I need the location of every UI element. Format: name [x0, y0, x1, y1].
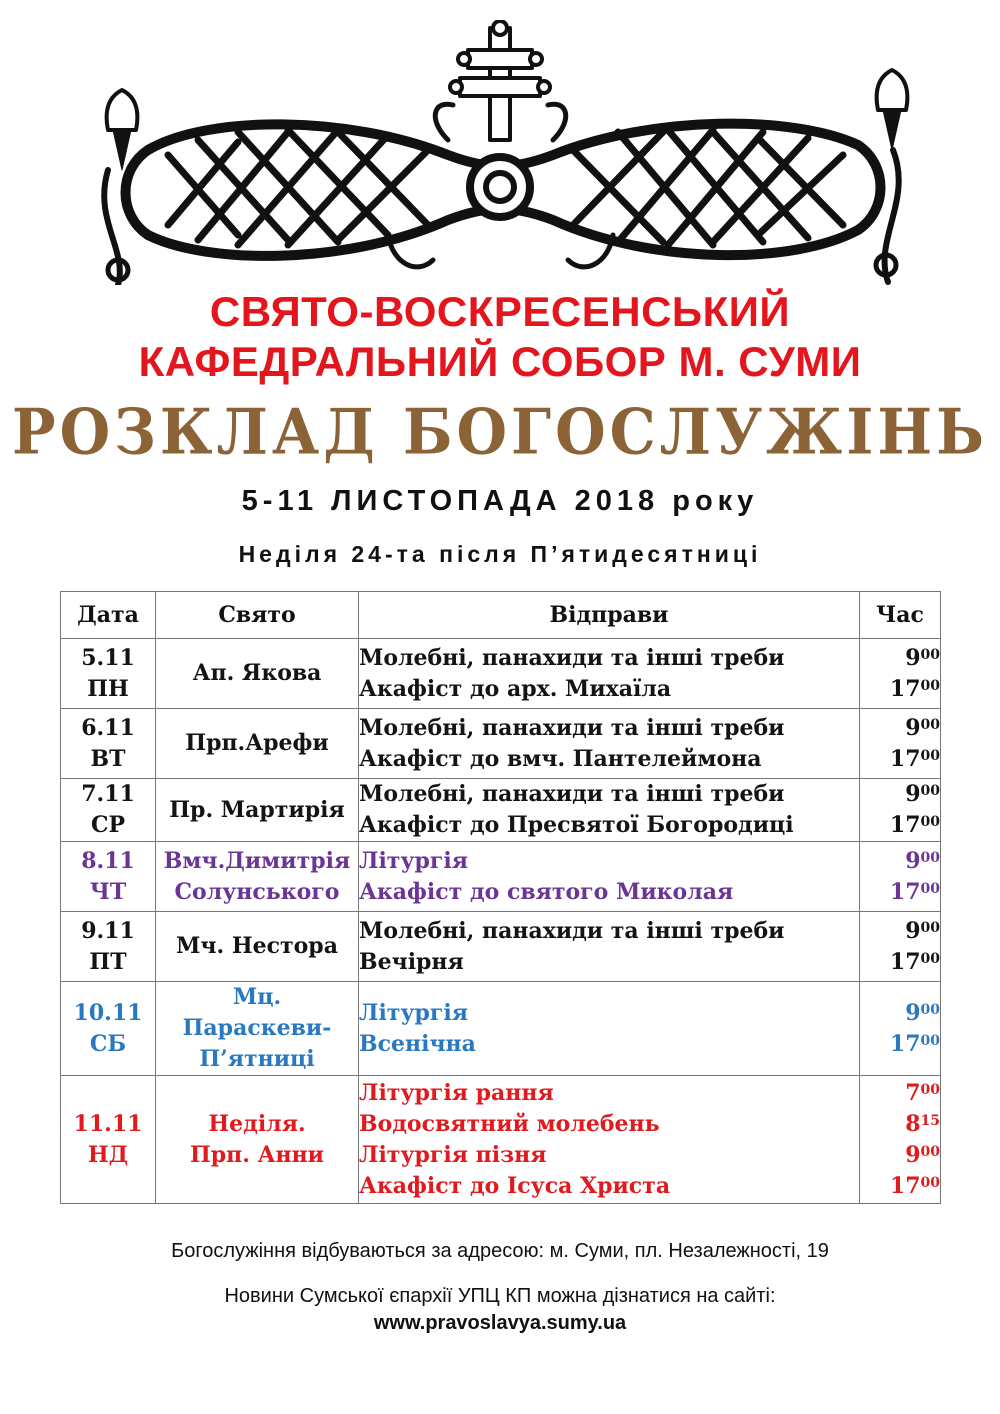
time-minute: 00 — [920, 677, 940, 694]
time-value — [860, 877, 940, 908]
sunday-title: Неділя 24-та після П’ятидесятниці — [238, 541, 762, 567]
address-text: Богослужіння відбуваються за адресою: м. Суми, пл. Незалежності, 19 — [171, 1240, 829, 1262]
time-minute: 00 — [920, 646, 940, 663]
date-value: 8.11 — [81, 847, 135, 874]
service-line: Акафіст до Ісуса Христа — [359, 1172, 671, 1199]
weekday-value: СБ — [89, 1030, 127, 1057]
cell-feast — [156, 779, 359, 842]
date-value: 6.11 — [81, 714, 135, 741]
cell-time — [860, 709, 941, 779]
time-hour: 8 — [905, 1110, 921, 1137]
time-hour: 17 — [889, 812, 921, 838]
cross-icon — [450, 21, 550, 140]
time-value — [860, 779, 940, 810]
weekday-value: ВТ — [90, 745, 126, 772]
feast-line: Прп.Арефи — [185, 730, 329, 756]
cell-date — [61, 1076, 156, 1204]
feast-line: Неділя. — [208, 1110, 306, 1137]
time-minute: 00 — [920, 1174, 940, 1191]
cell-services — [359, 639, 860, 709]
cell-time — [860, 779, 941, 842]
cell-time — [860, 912, 941, 982]
table-header-row — [61, 592, 941, 639]
time-hour: 17 — [889, 675, 921, 702]
cell-time — [860, 1076, 941, 1204]
time-hour: 9 — [905, 999, 921, 1026]
header-date: Дата — [61, 592, 156, 639]
schedule-rows — [61, 639, 941, 1204]
table-row — [61, 912, 941, 982]
cell-time — [860, 842, 941, 912]
table-row — [61, 1076, 941, 1204]
table-row — [61, 709, 941, 779]
feast-line: Пр. Мартирія — [169, 796, 345, 823]
service-line: Молебні, панахиди та інші треби — [359, 644, 785, 671]
date-value: 5.11 — [81, 644, 135, 671]
service-line: Літургія пізня — [359, 1141, 547, 1168]
service-line: Літургія — [359, 999, 469, 1026]
time-minute: 00 — [920, 747, 940, 764]
time-minute: 00 — [920, 1001, 940, 1018]
cell-services — [359, 842, 860, 912]
schedule-title: РОЗКЛАД БОГОСЛУЖІНЬ — [11, 395, 989, 469]
cell-date — [61, 842, 156, 912]
cell-services — [359, 709, 860, 779]
time-hour: 9 — [905, 781, 921, 807]
header-services: Відправи — [359, 592, 860, 639]
time-value — [860, 744, 940, 775]
date-value: 9.11 — [81, 917, 135, 944]
cell-feast — [156, 709, 359, 779]
table-row — [61, 842, 941, 912]
feast-line: Параскеви- — [182, 1015, 332, 1041]
feast-line: П’ятниці — [199, 1046, 315, 1072]
cell-services — [359, 912, 860, 982]
cathedral-title-line-2: КАФЕДРАЛЬНИЙ СОБОР М. СУМИ — [138, 338, 862, 385]
time-minute: 00 — [920, 716, 940, 733]
time-hour: 9 — [905, 714, 921, 741]
date-value: 7.11 — [81, 781, 135, 807]
time-minute: 00 — [920, 1081, 940, 1098]
header-feast: Свято — [156, 592, 359, 639]
time-value — [860, 1078, 940, 1109]
feast-line: Мц. — [232, 984, 282, 1010]
time-hour: 9 — [905, 917, 921, 944]
time-value — [860, 1140, 940, 1171]
cell-date — [61, 639, 156, 709]
cell-date — [61, 912, 156, 982]
time-value — [860, 713, 940, 744]
weekday-value: ПТ — [89, 948, 127, 975]
weekday-value: СР — [90, 812, 126, 838]
time-hour: 17 — [889, 1030, 921, 1057]
cell-feast — [156, 639, 359, 709]
time-hour: 17 — [889, 948, 921, 975]
service-line: Літургія — [359, 847, 469, 874]
time-minute: 00 — [920, 849, 940, 866]
date-value: 11.11 — [73, 1110, 143, 1137]
weekday-value: ПН — [87, 675, 129, 702]
time-value — [860, 998, 940, 1029]
time-hour: 9 — [905, 644, 921, 671]
service-line: Вечірня — [359, 948, 464, 975]
table-row — [61, 639, 941, 709]
service-line: Молебні, панахиди та інші треби — [359, 781, 785, 807]
time-hour: 17 — [889, 745, 921, 772]
cell-feast — [156, 842, 359, 912]
time-hour: 9 — [905, 1141, 921, 1168]
ornament-header-image — [88, 20, 913, 285]
cell-date — [61, 709, 156, 779]
time-value — [860, 1109, 940, 1140]
news-text: Новини Сумської єпархії УПЦ КП можна дізнатися на сайті: — [224, 1285, 776, 1307]
feast-line: Мч. Нестора — [176, 933, 338, 959]
time-value — [860, 674, 940, 705]
time-value — [860, 643, 940, 674]
time-value — [860, 1029, 940, 1060]
time-minute: 00 — [920, 919, 940, 936]
time-minute: 00 — [920, 814, 940, 830]
time-hour: 7 — [905, 1079, 921, 1106]
service-line: Акафіст до Пресвятої Богородиці — [359, 812, 794, 838]
time-minute: 15 — [920, 1112, 940, 1129]
cell-feast — [156, 912, 359, 982]
weekday-value: ЧТ — [89, 878, 127, 905]
service-line: Акафіст до святого Миколая — [359, 878, 734, 905]
time-minute: 00 — [920, 880, 940, 897]
cell-time — [860, 639, 941, 709]
service-line: Літургія рання — [359, 1079, 554, 1106]
service-line: Акафіст до арх. Михаїла — [359, 675, 672, 702]
service-line: Молебні, панахиди та інші треби — [359, 714, 785, 741]
date-value: 10.11 — [73, 999, 143, 1026]
cell-services — [359, 982, 860, 1076]
time-hour: 17 — [889, 878, 921, 905]
time-value — [860, 947, 940, 978]
cell-services — [359, 779, 860, 842]
service-line: Всенічна — [359, 1030, 476, 1057]
cell-date — [61, 779, 156, 842]
schedule-table — [60, 591, 941, 1204]
time-hour: 9 — [905, 847, 921, 874]
time-minute: 00 — [920, 1143, 940, 1160]
feast-line: Ап. Якова — [192, 660, 322, 686]
time-minute: 00 — [920, 950, 940, 967]
time-minute: 00 — [920, 783, 940, 799]
feast-line: Прп. Анни — [189, 1141, 325, 1168]
header-time: Час — [860, 592, 941, 639]
time-value — [860, 1171, 940, 1202]
cell-feast — [156, 982, 359, 1076]
time-value — [860, 846, 940, 877]
cell-time — [860, 982, 941, 1076]
time-hour: 17 — [889, 1172, 921, 1199]
table-row — [61, 779, 941, 842]
cell-services — [359, 1076, 860, 1204]
feast-line: Солунського — [174, 878, 340, 905]
cell-feast — [156, 1076, 359, 1204]
time-value — [860, 810, 940, 841]
website-link[interactable]: www.pravoslavya.sumy.ua — [373, 1312, 627, 1334]
service-line: Молебні, панахиди та інші треби — [359, 917, 785, 944]
cell-date — [61, 982, 156, 1076]
time-value — [860, 916, 940, 947]
weekday-value: НД — [87, 1141, 129, 1168]
service-line: Акафіст до вмч. Пантелеймона — [359, 745, 762, 772]
cathedral-title-line-1: СВЯТО-ВОСКРЕСЕНСЬКИЙ — [209, 288, 791, 335]
date-range: 5-11 ЛИСТОПАДА 2018 року — [241, 485, 759, 517]
time-minute: 00 — [920, 1032, 940, 1049]
service-line: Водосвятний молебень — [359, 1110, 660, 1137]
table-row — [61, 982, 941, 1076]
feast-line: Вмч.Димитрія — [163, 847, 351, 874]
